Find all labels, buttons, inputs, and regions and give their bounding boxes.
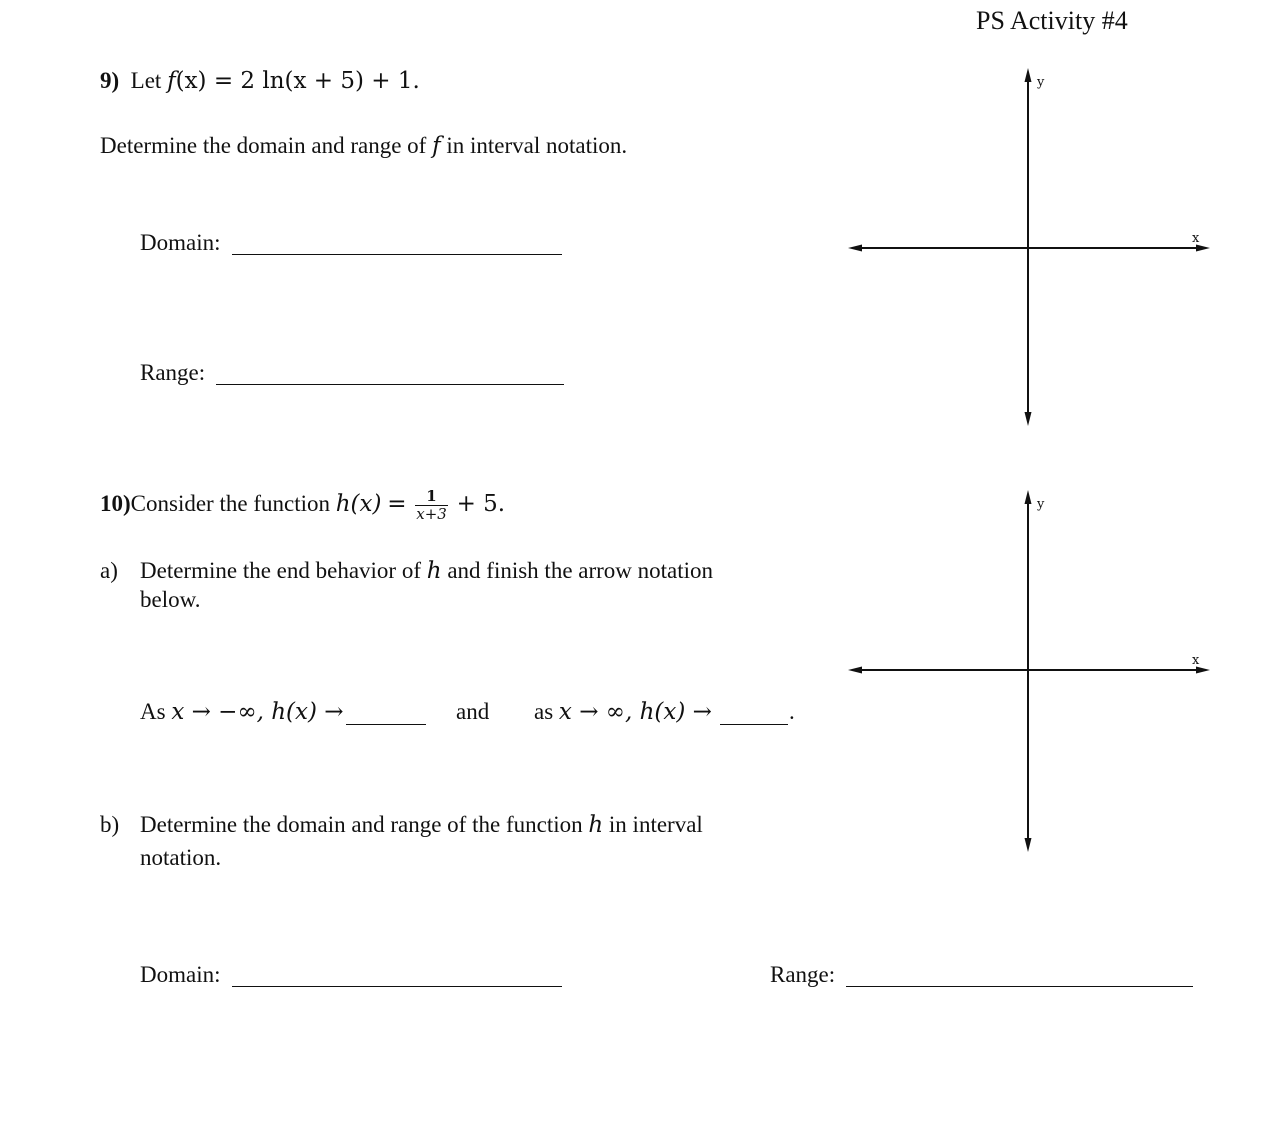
end-behavior-right-answer-line[interactable]	[720, 724, 788, 725]
end-behavior-left-math: x → −∞, h(x) →	[171, 699, 344, 725]
part-a-var: h	[426, 558, 442, 584]
part-a-line-1	[140, 558, 713, 584]
end-behavior-right-pre: as	[534, 699, 559, 724]
problem-10-domain-label: Domain:	[140, 962, 221, 987]
problem-9-statement	[100, 68, 420, 94]
part-a-line-2: below.	[140, 587, 201, 612]
end-behavior-right	[534, 699, 712, 725]
fraction-numerator: 1	[426, 487, 437, 505]
problem-9-instruction-var: f	[432, 133, 441, 159]
y-axis-down-arrow-icon	[1025, 838, 1032, 852]
y-axis-up-arrow-icon	[1025, 490, 1032, 504]
y-axis-down-arrow-icon	[1025, 412, 1032, 426]
y-axis-up-arrow-icon	[1025, 68, 1032, 82]
problem-9-number: 9)	[100, 68, 120, 93]
problem-9-instruction	[100, 133, 627, 159]
problem-9-domain-answer-line[interactable]	[232, 254, 562, 255]
end-behavior-period: .	[789, 699, 795, 724]
end-behavior-left-pre: As	[140, 699, 172, 724]
part-b-line-1-pre: Determine the domain and range of the function	[140, 812, 589, 837]
part-b-line-1-post: in interval	[603, 812, 703, 837]
problem-9-domain-label: Domain:	[140, 230, 221, 255]
problem-10-range-label: Range:	[770, 962, 836, 987]
problem-9-func-name: f	[167, 68, 176, 94]
problem-9-instruction-post: in interval notation.	[440, 133, 628, 158]
end-behavior-right-math: x → ∞, h(x) →	[558, 699, 712, 725]
problem-10-range-answer-line[interactable]	[846, 986, 1193, 987]
y-axis-label: y	[1037, 497, 1045, 512]
part-a-letter: a)	[100, 558, 118, 583]
page-title: PS Activity #4	[976, 6, 1128, 35]
problem-10-number: 10)	[100, 490, 131, 516]
part-b-var: h	[588, 812, 604, 838]
problem-9-func-rhs: = 2 ln(x + 5) + 1.	[206, 68, 420, 94]
fraction-denominator: x+3	[416, 505, 447, 523]
problem-9-range-label: Range:	[140, 360, 206, 385]
problem-10-domain-answer-line[interactable]	[232, 986, 562, 987]
problem-10-statement	[100, 488, 505, 523]
problem-9-func-arg: (x)	[175, 68, 207, 94]
problem-10-func-name: h(x)	[335, 490, 382, 517]
x-axis-left-arrow-icon	[848, 245, 862, 252]
part-a-line-1-pre: Determine the end behavior of	[140, 558, 427, 583]
problem-9-lead: Let	[130, 68, 168, 93]
y-axis-label: y	[1037, 75, 1045, 90]
x-axis-label: x	[1192, 653, 1200, 668]
part-b-line-1	[140, 812, 703, 838]
end-behavior-left-answer-line[interactable]	[346, 724, 426, 725]
problem-10-func-tail: + 5.	[456, 490, 506, 517]
part-a-line-1-post: and finish the arrow notation	[441, 558, 714, 583]
problem-10-fraction	[415, 488, 448, 523]
part-b-letter: b)	[100, 812, 120, 837]
problem-9-range-answer-line[interactable]	[216, 384, 564, 385]
problem-10-coordinate-axes[interactable]	[840, 482, 1220, 862]
x-axis-label: x	[1192, 231, 1200, 246]
x-axis-left-arrow-icon	[848, 667, 862, 674]
problem-10-lead: Consider the function	[130, 490, 336, 516]
problem-9-instruction-pre: Determine the domain and range of	[100, 133, 433, 158]
part-b-line-2: notation.	[140, 845, 222, 870]
problem-10-equals: =	[387, 490, 407, 517]
end-behavior-left	[140, 699, 344, 725]
and-word: and	[456, 699, 490, 724]
problem-9-coordinate-axes[interactable]	[840, 60, 1220, 440]
